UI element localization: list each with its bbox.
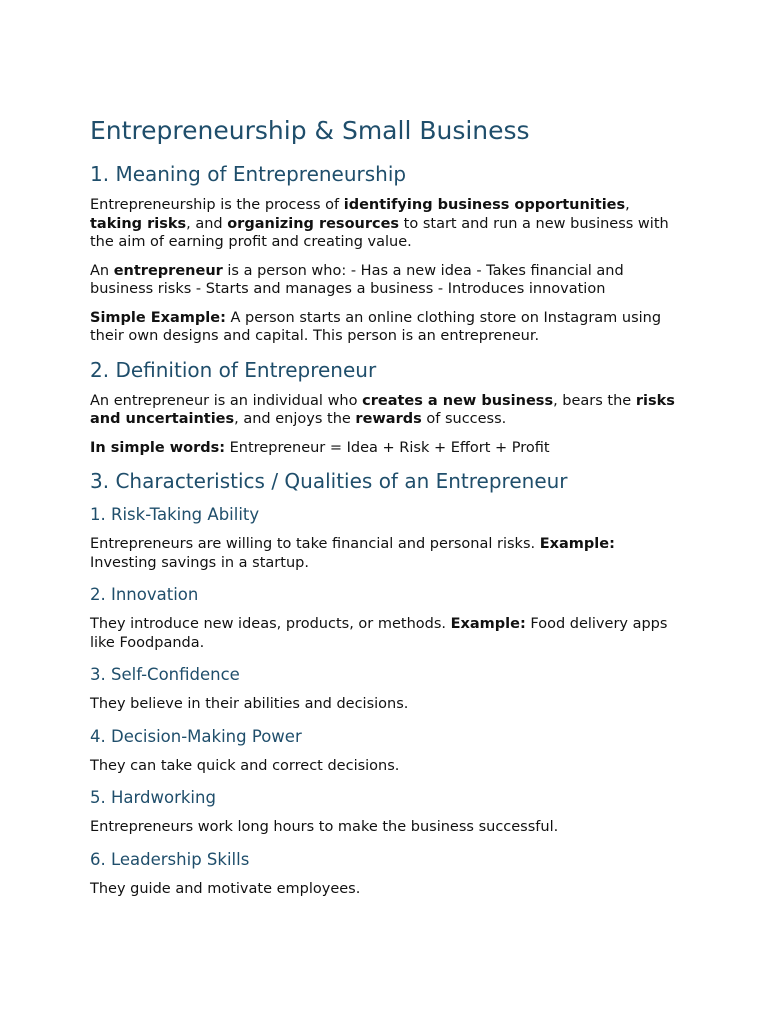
bold-run: organizing resources xyxy=(227,215,400,232)
document-title: Entrepreneurship & Small Business xyxy=(90,116,530,145)
text-run: They believe in their abilities and decisions. xyxy=(90,696,409,712)
characteristic-5-heading: 5. Hardworking xyxy=(90,788,216,807)
characteristic-6-heading: 6. Leadership Skills xyxy=(90,849,250,869)
bold-run: rewards xyxy=(355,411,422,427)
bold-run: taking risks xyxy=(90,215,187,232)
section-2-heading: 2. Definition of Entrepreneur xyxy=(90,357,377,382)
text-run: , and enjoys the xyxy=(234,411,356,427)
text-run: Entrepreneurs are willing to take financial and personal risks. xyxy=(90,536,540,552)
text-run: They can take quick and correct decisions. xyxy=(90,757,400,774)
section-1-paragraph-3 xyxy=(90,309,678,346)
bold-run: identifying business opportunities xyxy=(343,197,626,213)
bold-run: Example: xyxy=(450,616,526,632)
section-2-paragraph-2 xyxy=(90,439,678,458)
text-run: is a person who: - Has a new idea - Takes financial and business risks - Starts and manages a business - Introduces innovation xyxy=(90,262,624,297)
section-1-heading: 1. Meaning of Entrepreneurship xyxy=(90,162,407,186)
text-run: Investing savings in a startup. xyxy=(90,554,309,571)
text-run: A person starts an online clothing store on Instagram using their own designs and capital. This person is an entrepreneur. xyxy=(90,309,662,344)
characteristic-3-text xyxy=(90,695,678,714)
bold-run: In simple words: xyxy=(90,439,226,456)
section-3-heading: 3. Characteristics / Qualities of an Entrepreneur xyxy=(90,469,568,493)
text-run: Entrepreneurship is the process of xyxy=(90,197,344,213)
bold-run: Example: xyxy=(539,536,615,552)
bold-run: Simple Example: xyxy=(90,309,226,326)
text-run: Entrepreneurs work long hours to make the business successful. xyxy=(90,819,559,835)
characteristic-4-heading: 4. Decision-Making Power xyxy=(90,726,302,746)
characteristic-4-text xyxy=(90,757,678,776)
characteristic-1-heading: 1. Risk-Taking Ability xyxy=(90,505,260,524)
text-run: Food delivery apps like Foodpanda. xyxy=(90,616,668,651)
section-1-paragraph-1 xyxy=(90,196,678,252)
bold-run: entrepreneur xyxy=(113,262,223,279)
text-run: Entrepreneur = Idea + Risk + Effort + Profit xyxy=(225,439,550,456)
text-run: , xyxy=(625,197,630,213)
text-run: , and xyxy=(186,215,228,232)
characteristic-3-heading: 3. Self-Confidence xyxy=(90,665,240,684)
characteristic-2-text xyxy=(90,615,678,652)
characteristic-5-text xyxy=(90,818,678,837)
text-run: They introduce new ideas, products, or methods. xyxy=(90,616,451,632)
text-run: An entrepreneur is an individual who xyxy=(90,392,363,409)
text-run: to start and run a new business with the aim of earning profit and creating value. xyxy=(90,215,669,250)
characteristic-1-text xyxy=(90,535,678,572)
characteristic-6-text xyxy=(90,880,678,899)
section-2-paragraph-1 xyxy=(90,392,678,429)
section-1-paragraph-2 xyxy=(90,262,678,299)
text-run: , bears the xyxy=(553,392,636,409)
bold-run: creates a new business xyxy=(362,392,554,409)
text-run: of success. xyxy=(421,411,507,427)
bold-run: risks and uncertainties xyxy=(90,392,675,427)
characteristic-2-heading: 2. Innovation xyxy=(90,585,199,604)
text-run: An xyxy=(90,262,114,279)
text-run: They guide and motivate employees. xyxy=(90,880,361,897)
